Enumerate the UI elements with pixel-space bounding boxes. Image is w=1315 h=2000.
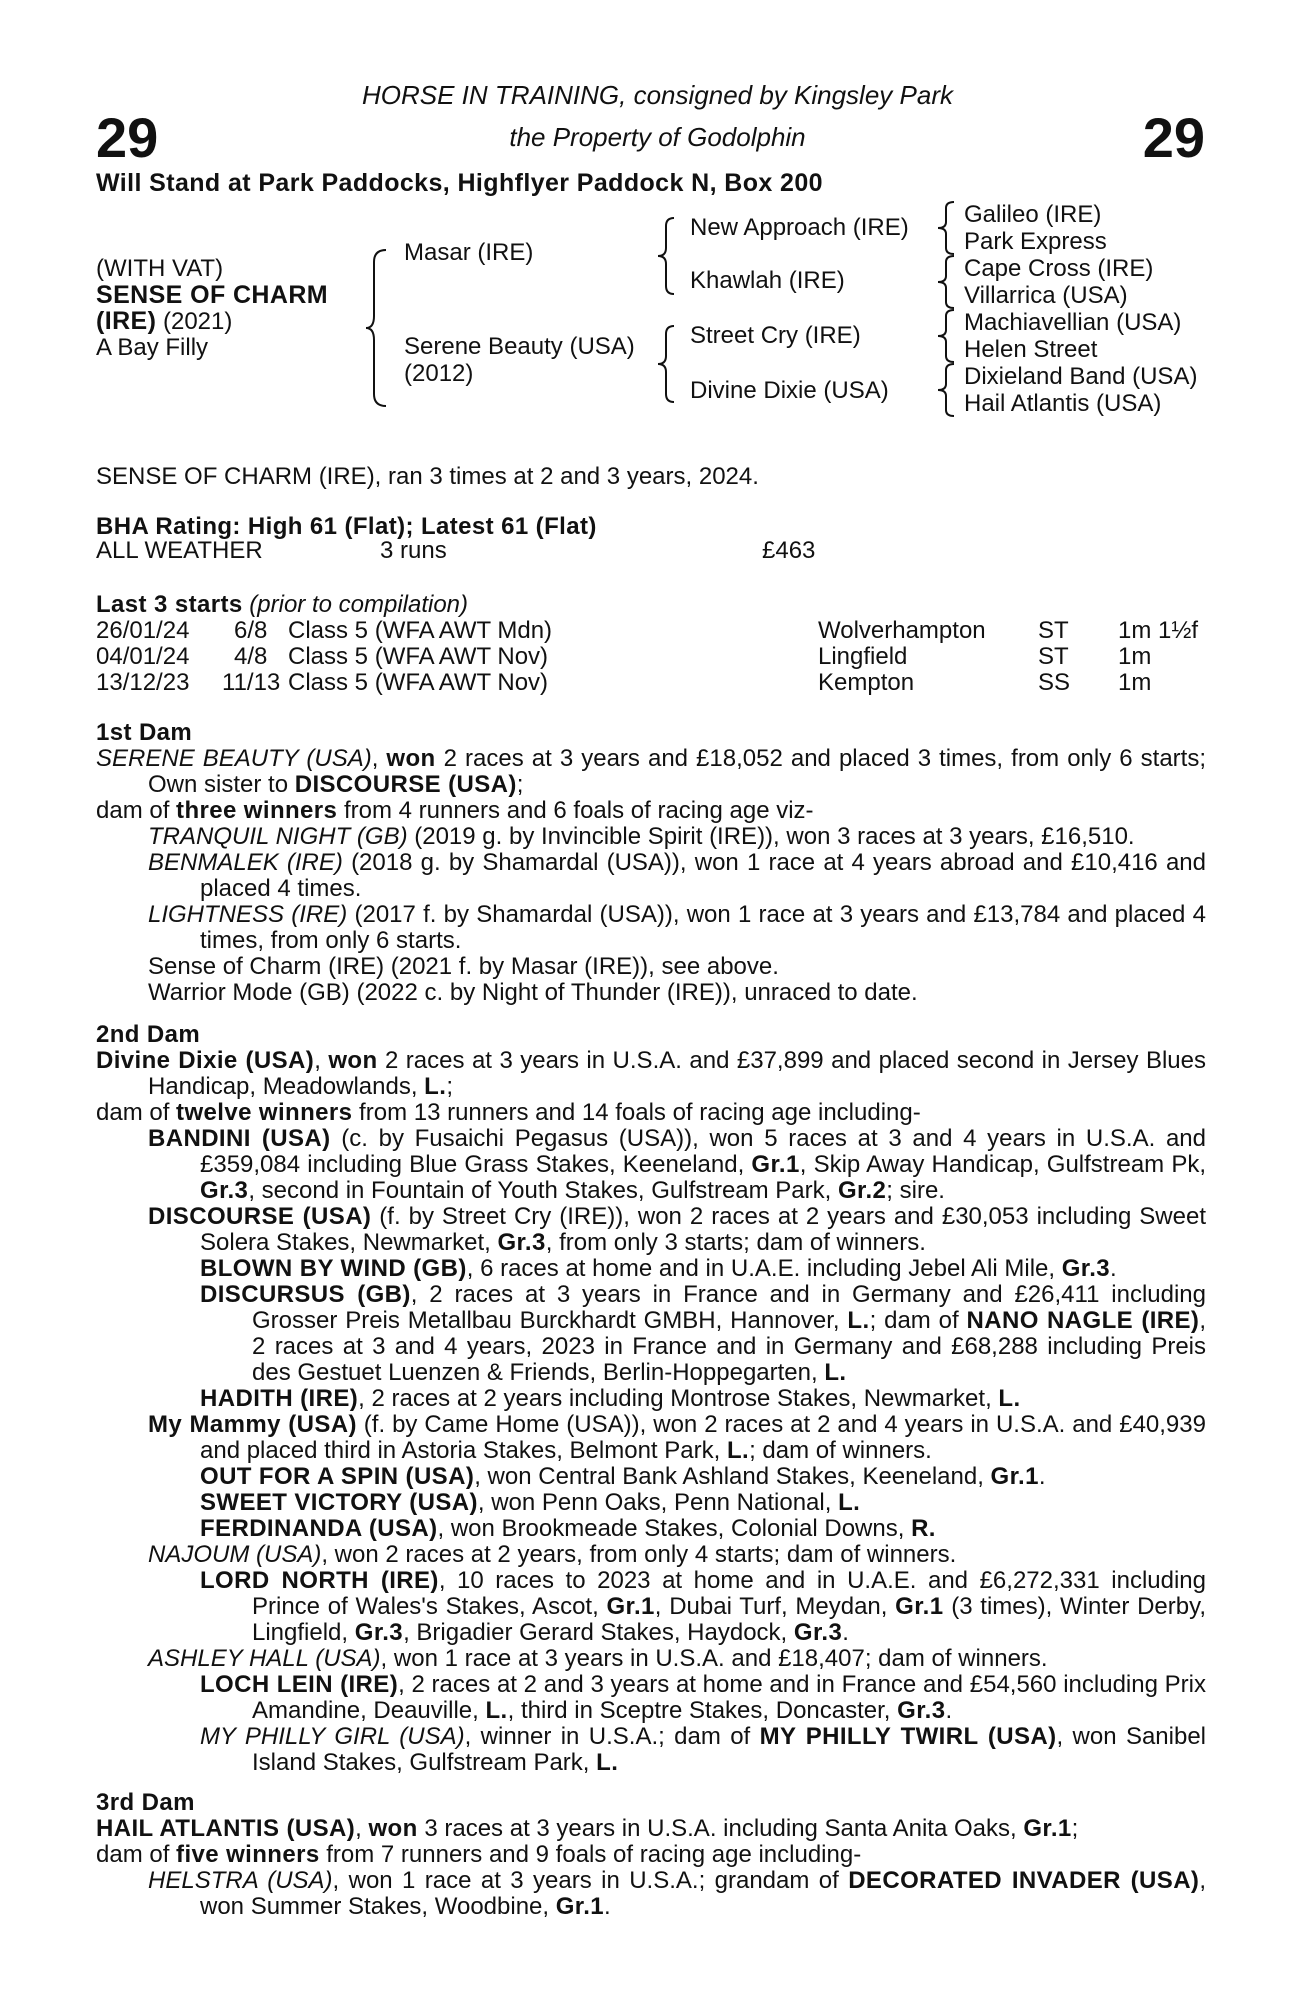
grand-produce-entry [200,1724,1206,1776]
text: (2019 g. by Invincible Spirit (IRE)), won 3 races at 3 years, £16,510. [407,823,1135,850]
start-race: Class 5 (WFA AWT Mdn) [288,617,553,644]
produce-entry [148,1542,1206,1568]
pedigree-ssd: Park Express [964,228,1107,255]
pedigree-sire-sire: New Approach (IRE) [690,214,909,241]
start-going: ST [1038,617,1069,644]
pedigree-dss: Machiavellian (USA) [964,309,1182,336]
start-position: 11/13 [222,669,281,696]
produce-name: LOCH LEIN (IRE) [200,1671,399,1698]
won-label: won [328,1047,378,1074]
produce-name: OUT FOR A SPIN (USA) [200,1463,475,1490]
last-starts-note: (prior to compilation) [242,591,469,618]
table-row [96,618,1206,644]
grand-produce-entry [200,1386,1206,1412]
text: , won Summer Stakes, Woodbine, [200,1867,1206,1920]
third-dam-section [96,1790,1206,1920]
produce-name: BANDINI (USA) [148,1125,331,1152]
text: 2 races at 3 years and £18,052 and placed 3 times, from only 6 starts; Own sister to [148,745,1206,798]
text: (3 times), Winter Derby, Lingfield, [252,1593,1206,1646]
text: from 4 runners and 6 foals of racing age viz- [337,797,814,824]
text: , 2 races at 2 years including Montrose Stakes, Newmarket, [358,1385,999,1412]
produce-name: LORD NORTH (IRE) [200,1567,439,1594]
produce-entry [148,1868,1206,1920]
text: from 13 runners and 14 foals of racing age including- [352,1099,921,1126]
produce-entry [148,1412,1206,1464]
start-race: Class 5 (WFA AWT Nov) [288,643,549,670]
text: , won Central Bank Ashland Stakes, Keeneland, [474,1463,991,1490]
horse-sex: A Bay Filly [96,334,209,361]
produce-entry [148,902,1206,954]
text: ; [1071,1815,1079,1842]
text: ; sire. [886,1177,945,1204]
second-dam-title: 2nd Dam [96,1021,201,1048]
text: 2 races at 3 years in U.S.A. and £37,899 and placed second in Jersey Blues Handicap, Meadowlands, [148,1047,1206,1100]
grand-produce-entry [200,1568,1206,1646]
text: (c. by Fusaichi Pegasus (USA)), won 5 races at 3 and 4 years in U.S.A. and £359,084 including Blue Grass Stakes, Keeneland, [200,1125,1206,1178]
grade: L. [847,1307,870,1334]
bha-rating: BHA Rating: High 61 (Flat); Latest 61 (Flat) [96,513,597,540]
produce-entry [148,1204,1206,1256]
start-position: 4/8 [234,643,268,670]
produce-entry [148,850,1206,902]
grade: Gr.3 [1061,1255,1111,1282]
produce-name: My Mammy (USA) [148,1411,357,1438]
pedigree-sire: Masar (IRE) [404,239,534,266]
start-date: 26/01/24 [96,617,190,644]
text: (f. by Street Cry (IRE)), won 2 races at 2 years and £30,053 including Sweet Solera Stakes, Newmarket, [200,1203,1206,1256]
text: , won Penn Oaks, Penn National, [477,1489,839,1516]
text: ; dam of winners. [749,1437,932,1464]
text: (2018 g. by Shamardal (USA)), won 1 race at 4 years abroad and £10,416 and placed 4 times. [200,849,1206,902]
grade: Gr.3 [793,1619,843,1646]
start-going: SS [1038,669,1071,696]
produce-name: HADITH (IRE) [200,1385,359,1412]
produce-name: TRANQUIL NIGHT (GB) [148,823,408,850]
produce-name: ASHLEY HALL (USA) [148,1645,381,1672]
text: 3 races at 3 years in U.S.A. including Santa Anita Oaks, [417,1815,1024,1842]
dam-name: HAIL ATLANTIS (USA) [96,1815,356,1842]
text: , Skip Away Handicap, Gulfstream Pk, [799,1151,1207,1178]
grade: Gr.1 [895,1593,944,1620]
produce-name: MY PHILLY GIRL (USA) [200,1723,465,1750]
grade: Gr.1 [1023,1815,1072,1842]
start-distance: 1m [1118,669,1152,696]
grade: Gr.3 [200,1177,249,1204]
pedigree-dam-year: (2012) [404,360,474,387]
horse-country: (IRE) [96,307,157,335]
won-label: won [368,1815,418,1842]
grade: Gr.3 [497,1229,546,1256]
lot-number-left: 29 [96,106,159,169]
grade: L. [485,1697,508,1724]
produce-name: SWEET VICTORY (USA) [200,1489,478,1516]
text: (2017 f. by Shamardal (USA)), won 1 race at 3 years and £13,784 and placed 4 times, from only 6 starts. [200,901,1206,954]
produce-entry: Warrior Mode (GB) (2022 c. by Night of Thunder (IRE)), unraced to date. [148,979,918,1006]
grade: L. [824,1359,847,1386]
pedigree-brace-sire [658,216,678,296]
produce-name: NAJOUM (USA) [148,1541,322,1568]
produce-name: BENMALEK (IRE) [148,849,343,876]
table-row [96,670,1206,696]
text: ; [516,771,524,798]
dam-name: SERENE BEAUTY (USA) [96,745,372,772]
produce-name: DECORATED INVADER (USA) [848,1867,1200,1894]
surface-runs: 3 runs [380,537,447,564]
text: . [1038,1463,1046,1490]
text: . [842,1619,849,1646]
second-dam-section [96,1022,1206,1776]
pedigree-dam: Serene Beauty (USA) [404,333,635,360]
produce-entry [148,1646,1206,1672]
text: . [945,1697,953,1724]
surface-label: ALL WEATHER [96,537,263,564]
race-summary: SENSE OF CHARM (IRE), ran 3 times at 2 and 3 years, 2024. [96,463,759,490]
pedigree-dam-dam: Divine Dixie (USA) [690,377,889,404]
text: , [314,1047,329,1074]
last-starts-heading [96,592,1206,618]
grand-produce-entry [200,1282,1206,1386]
text: dam of [96,797,177,824]
horse-name-line2 [96,308,232,335]
consignment-line: HORSE IN TRAINING, consigned by Kingsley Park [362,80,953,110]
start-date: 13/12/23 [96,669,190,696]
grade: L. [838,1489,861,1516]
text: , 2 races at 3 and 4 years, 2023 in France and in Germany and £68,288 including Preis des Gestuet Luenzen & Friends, Berlin-Hoppegarten, [252,1307,1206,1386]
grand-produce-entry [200,1516,1206,1542]
text: , won Brookmeade Stakes, Colonial Downs, [437,1515,912,1542]
text: , [371,745,387,772]
text: from 7 runners and 9 foals of racing age including- [319,1841,862,1868]
pedigree-brace-main [366,248,390,408]
produce-name: BLOWN BY WIND (GB) [200,1255,467,1282]
produce-name: DISCOURSE (USA) [148,1203,372,1230]
grade: R. [911,1515,936,1542]
start-distance: 1m 1½f [1118,617,1199,644]
grand-produce-entry [200,1672,1206,1724]
produce-entry [148,1126,1206,1204]
text: , Dubai Turf, Meydan, [654,1593,896,1620]
sibling-name: DISCOURSE (USA) [294,771,517,798]
winners-count: five winners [176,1841,320,1868]
won-label: won [386,745,436,772]
pedigree-sss: Galileo (IRE) [964,201,1102,228]
first-dam-produce-intro [96,798,1206,824]
grade: Gr.1 [990,1463,1039,1490]
text: (f. by Came Home (USA)), won 2 races at 2 and 4 years in U.S.A. and £40,939 and placed third in Astoria Stakes, Belmont Park, [200,1411,1206,1464]
text: , 2 races at 3 years in France and in Germany and £26,411 including Grosser Preis Metallbau Burckhardt GMBH, Hannover, [252,1281,1206,1334]
pedigree-sdd: Villarrica (USA) [964,282,1128,309]
text: dam of [96,1099,177,1126]
produce-name: DISCURSUS (GB) [200,1281,411,1308]
text: , 6 races at home and in U.A.E. including Jebel Ali Mile, [466,1255,1062,1282]
start-race: Class 5 (WFA AWT Nov) [288,669,549,696]
winners-count: twelve winners [176,1099,353,1126]
text: , [355,1815,369,1842]
third-dam-produce-intro [96,1842,1206,1868]
text: , from only 3 starts; dam of winners. [545,1229,926,1256]
text: , won 1 race at 3 years in U.S.A.; grandam of [332,1867,849,1894]
text: . [1110,1255,1117,1282]
table-row [96,644,1206,670]
horse-vat: (WITH VAT) [96,255,224,282]
start-date: 04/01/24 [96,643,190,670]
last-starts-table [96,618,1206,696]
produce-entry [148,824,1206,850]
pedigree-brace-dd [938,362,958,418]
pedigree-brace-sd [938,254,958,310]
produce-entry: Sense of Charm (IRE) (2021 f. by Masar (IRE)), see above. [148,953,779,980]
produce-name: MY PHILLY TWIRL (USA) [759,1723,1057,1750]
text: , won Sanibel Island Stakes, Gulfstream Park, [252,1723,1207,1776]
first-dam-record [96,746,1206,798]
text: . [604,1893,611,1920]
surface-earnings: £463 [762,537,816,564]
second-dam-record [96,1048,1206,1100]
winners-count: three winners [176,797,338,824]
produce-name: LIGHTNESS (IRE) [148,901,348,928]
grade: L. [596,1749,619,1776]
start-course: Lingfield [818,643,908,670]
grand-produce-entry [200,1490,1206,1516]
grade: L. [726,1437,750,1464]
first-dam-section [96,720,1206,1006]
start-course: Kempton [818,669,915,696]
first-dam-title: 1st Dam [96,719,193,746]
stabling-line: Will Stand at Park Paddocks, Highflyer Paddock N, Box 200 [96,169,823,197]
horse-year: (2021) [156,308,233,335]
text: , winner in U.S.A.; dam of [464,1723,760,1750]
second-dam-produce-intro [96,1100,1206,1126]
property-line: the Property of Godolphin [509,122,806,152]
pedigree-dsd: Helen Street [964,336,1098,363]
pedigree-dam-sire: Street Cry (IRE) [690,322,861,349]
grade: Gr.3 [354,1619,404,1646]
pedigree-sire-dam: Khawlah (IRE) [690,267,845,294]
produce-name: FERDINANDA (USA) [200,1515,438,1542]
text: ; dam of [869,1307,967,1334]
text: , second in Fountain of Youth Stakes, Gulfstream Park, [248,1177,838,1204]
dam-name: Divine Dixie (USA) [96,1047,315,1074]
pedigree-ddd: Hail Atlantis (USA) [964,390,1162,417]
text: , won 2 races at 2 years, from only 4 starts; dam of winners. [321,1541,957,1568]
text: dam of [96,1841,177,1868]
start-course: Wolverhampton [818,617,986,644]
horse-name: SENSE OF CHARM [96,281,329,309]
third-dam-record [96,1816,1206,1842]
start-distance: 1m [1118,643,1152,670]
pedigree-sds: Cape Cross (IRE) [964,255,1154,282]
pedigree-brace-ds [938,308,958,364]
text: , 10 races to 2023 at home and in U.A.E. and £6,272,331 including Prince of Wales's Stakes, Ascot, [252,1567,1206,1620]
pedigree-dds: Dixieland Band (USA) [964,363,1198,390]
grade: L. [424,1073,447,1100]
pedigree-brace-ss [938,200,958,256]
text: , Brigadier Gerard Stakes, Haydock, [403,1619,794,1646]
produce-name: HELSTRA (USA) [148,1867,333,1894]
grade: Gr.2 [837,1177,887,1204]
grand-produce-entry [200,1464,1206,1490]
start-going: ST [1038,643,1069,670]
grade: Gr.3 [897,1697,946,1724]
pedigree-brace-dam [658,324,678,404]
grade: Gr.1 [751,1151,800,1178]
grade: L. [998,1385,1021,1412]
grand-produce-entry [200,1256,1206,1282]
grade: Gr.1 [606,1593,655,1620]
grade: Gr.1 [555,1893,605,1920]
last-starts-title: Last 3 starts [96,591,243,618]
text: , third in Sceptre Stakes, Doncaster, [507,1697,898,1724]
start-position: 6/8 [234,617,268,644]
text: , 2 races at 2 and 3 years at home and in France and £54,560 including Prix Amandine, Deauville, [252,1671,1206,1724]
produce-name: NANO NAGLE (IRE) [966,1307,1200,1334]
third-dam-title: 3rd Dam [96,1789,195,1816]
text: , won 1 race at 3 years in U.S.A. and £18,407; dam of winners. [380,1645,1048,1672]
lot-number-right: 29 [1142,106,1205,169]
text: ; [446,1073,453,1100]
